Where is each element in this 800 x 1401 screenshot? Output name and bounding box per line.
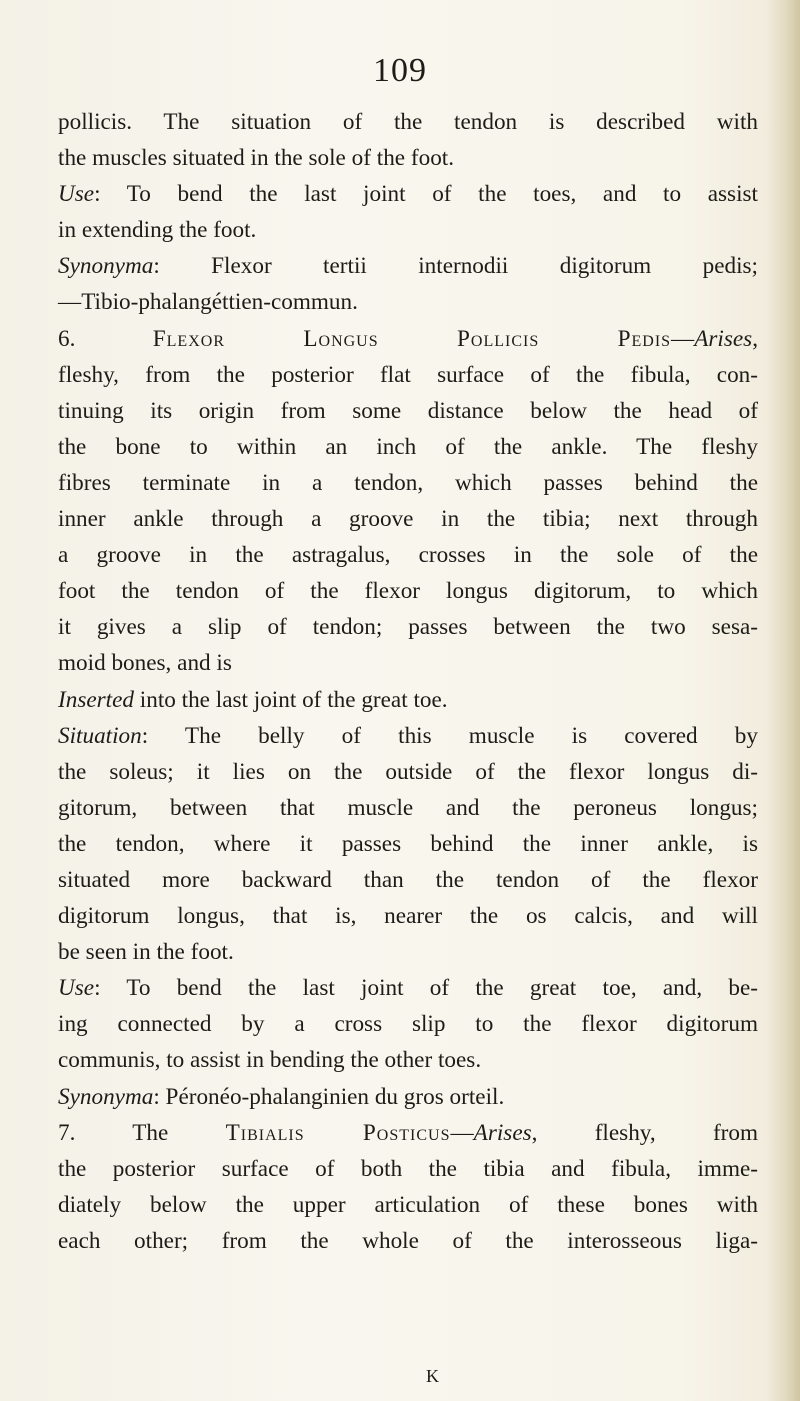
- text-run: : To bend the last joint of the toes, and to assist: [94, 181, 758, 208]
- text-run: situated more backward than the tendon of the flexor: [58, 866, 758, 893]
- text-line: [58, 212, 758, 248]
- text-run: into the last joint of the great toe.: [133, 686, 448, 713]
- text-run: —: [450, 1119, 474, 1146]
- text-line: [58, 1042, 758, 1078]
- text-line: [58, 934, 758, 970]
- text-line: [58, 1079, 758, 1115]
- text-line: [58, 1151, 758, 1187]
- text-line: [58, 1187, 758, 1223]
- text-run: the bone to within an inch of the ankle. The fleshy: [58, 433, 758, 460]
- page-edge-shadow: [766, 0, 800, 1401]
- text-run: the tendon, where it passes behind the inner ankle, is: [58, 830, 758, 857]
- text-line: [58, 429, 758, 465]
- text-run: —: [671, 325, 695, 352]
- text-run: , fleshy, from: [531, 1119, 759, 1146]
- text-run: each other; from the whole of the interosseous liga-: [58, 1227, 758, 1254]
- text-run: the muscles situated in the sole of the foot.: [58, 145, 455, 172]
- text-run: digitorum longus, that is, nearer the os calcis, and will: [58, 903, 758, 930]
- signature-mark: K: [426, 1366, 440, 1386]
- text-run: communis, to assist in bending the other toes.: [58, 1047, 482, 1074]
- text-line: [58, 826, 758, 862]
- text-run: : Flexor tertii internodii digitorum pedis;: [153, 253, 758, 280]
- italic-run: Inserted: [58, 686, 134, 713]
- italic-run: Use: [58, 181, 95, 208]
- text-line: [58, 609, 758, 645]
- text-run: moid bones, and is: [58, 650, 232, 677]
- text-run: —Tibio-phalangéttien-commun.: [58, 289, 358, 316]
- text-run: pollicis. The situation of the tendon is described with: [58, 109, 758, 135]
- text-line: [58, 248, 758, 284]
- body-text: [58, 104, 758, 1259]
- text-line: [58, 790, 758, 826]
- text-line: [58, 1006, 758, 1042]
- text-line: [58, 104, 758, 140]
- text-line: [58, 862, 758, 898]
- page-number: 109: [373, 52, 427, 89]
- text-run: 7. The: [58, 1119, 226, 1146]
- text-line: [58, 1115, 758, 1151]
- text-run: ,: [752, 325, 758, 352]
- text-run: fleshy, from the posterior flat surface of the fibula, con-: [58, 361, 758, 388]
- text-run: diately below the upper articulation of these bones with: [58, 1191, 758, 1218]
- text-line: [58, 573, 758, 609]
- small-caps-run: Tibialis Posticus: [225, 1119, 451, 1146]
- italic-run: Arises: [694, 325, 753, 352]
- italic-run: Arises: [473, 1119, 532, 1146]
- text-line: [58, 357, 758, 393]
- text-run: : The belly of this muscle is covered by: [141, 722, 758, 749]
- text-line: [58, 970, 758, 1006]
- text-line: [58, 718, 758, 754]
- text-run: 6.: [58, 325, 153, 352]
- text-run: it gives a slip of tendon; passes between the two sesa-: [58, 614, 758, 641]
- text-line: [58, 754, 758, 790]
- italic-run: Use: [58, 975, 95, 1002]
- text-run: a groove in the astragalus, crosses in the sole of the: [58, 542, 758, 569]
- text-run: the soleus; it lies on the outside of the flexor longus di-: [58, 758, 758, 785]
- text-run: be seen in the foot.: [58, 939, 234, 966]
- text-line: [58, 140, 758, 176]
- text-line: [58, 393, 758, 429]
- text-run: the posterior surface of both the tibia and fibula, imme-: [58, 1155, 758, 1182]
- text-run: fibres terminate in a tendon, which passes behind the: [58, 469, 758, 496]
- small-caps-run: Flexor Longus Pollicis Pedis: [152, 325, 672, 352]
- text-run: foot the tendon of the flexor longus digitorum, to which: [58, 578, 758, 605]
- text-line: [58, 284, 758, 320]
- text-line: [58, 465, 758, 501]
- italic-run: Situation: [58, 722, 142, 749]
- text-line: [58, 501, 758, 537]
- text-run: gitorum, between that muscle and the peroneus longus;: [58, 794, 758, 821]
- italic-run: Synonyma: [58, 1083, 154, 1110]
- italic-run: Synonyma: [58, 253, 154, 280]
- text-run: in extending the foot.: [58, 217, 257, 244]
- text-line: [58, 898, 758, 934]
- text-line: [58, 1223, 758, 1259]
- text-run: tinuing its origin from some distance below the head of: [58, 397, 758, 424]
- text-line: [58, 176, 758, 212]
- text-run: : To bend the last joint of the great toe, and, be-: [94, 975, 758, 1002]
- text-run: ing connected by a cross slip to the flexor digitorum: [58, 1011, 758, 1038]
- text-line: [58, 682, 758, 718]
- text-run: inner ankle through a groove in the tibia; next through: [58, 506, 758, 533]
- text-run: : Péronéo-phalanginien du gros orteil.: [153, 1083, 505, 1110]
- text-line: [58, 537, 758, 573]
- text-line: [58, 321, 758, 357]
- text-line: [58, 645, 758, 681]
